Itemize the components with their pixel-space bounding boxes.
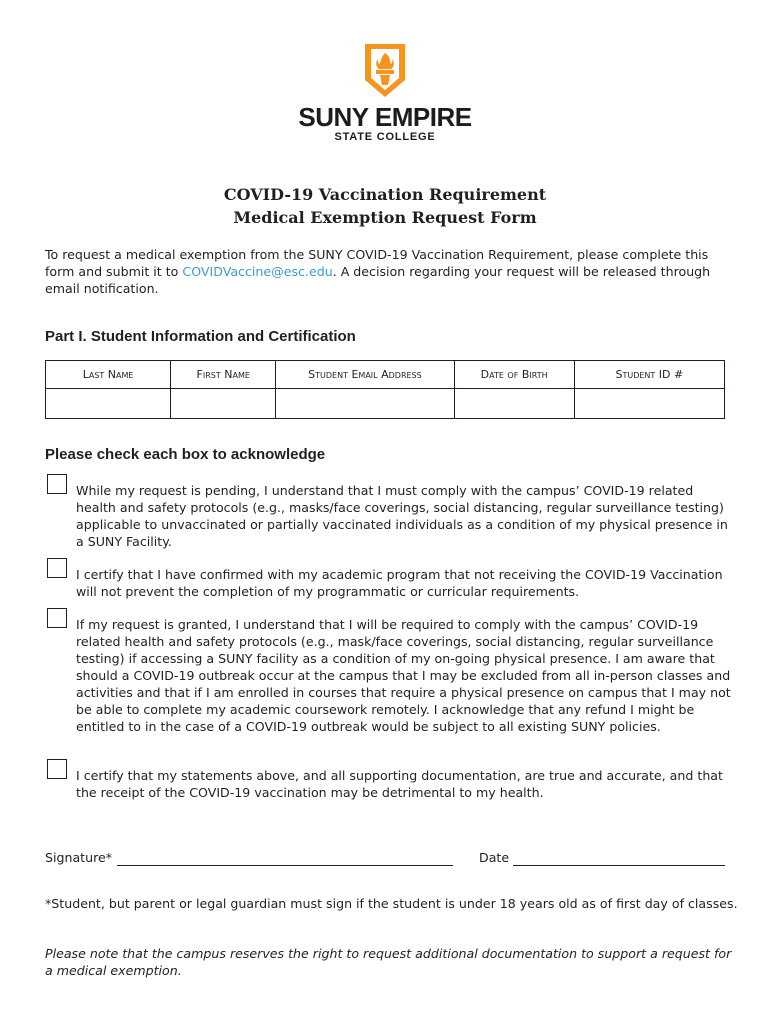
col-last-name: Last Name bbox=[46, 361, 171, 389]
col-first-name: First Name bbox=[171, 361, 276, 389]
email-link[interactable]: COVIDVaccine@esc.edu bbox=[182, 264, 333, 279]
college-logo bbox=[290, 40, 480, 150]
date-label: Date bbox=[479, 850, 510, 865]
signature-field[interactable] bbox=[117, 865, 453, 866]
ack-checkbox-4[interactable] bbox=[47, 759, 67, 779]
date-field[interactable] bbox=[513, 865, 725, 866]
ack-checkbox-3[interactable] bbox=[47, 608, 67, 628]
logo-subname: STATE COLLEGE bbox=[334, 131, 436, 143]
ack-checkbox-1[interactable] bbox=[47, 474, 67, 494]
student-id-field[interactable] bbox=[574, 389, 724, 419]
ack-text-1: While my request is pending, I understand that I must comply with the campus’ COVID-19 related health and safety protocols (e.g., masks/face coverings, social distancing, regular surveillance testing) applicable to unvaccinated or partially vaccinated individuals as a condition of my physical presence in a SUNY Facility. bbox=[76, 483, 728, 549]
guardian-note: *Student, but parent or legal guardian must sign if the student is under 18 years old as of first day of classes. bbox=[45, 896, 738, 911]
table-header-row bbox=[46, 361, 725, 389]
last-name-field[interactable] bbox=[46, 389, 171, 419]
acknowledge-heading: Please check each box to acknowledge bbox=[45, 446, 326, 463]
disclaimer: Please note that the campus reserves the right to request additional documentation to support a request for a medical exemption. bbox=[45, 946, 732, 978]
col-student-id: Student ID # bbox=[574, 361, 724, 389]
part1-heading: Part I. Student Information and Certification bbox=[45, 328, 356, 345]
col-email: Student Email Address bbox=[276, 361, 454, 389]
first-name-field[interactable] bbox=[171, 389, 276, 419]
ack-text-3: If my request is granted, I understand that I will be required to comply with the campus’ COVID-19 related health and safety protocols (e.g., mask/face coverings, social distancing, regular surveillance testing) if accessing a SUNY facility as a condition of my on-going physical presence. I am aware that should a COVID-19 outbreak occur at the campus that I may be excluded from all in-person classes and activities and that if I am enrolled in courses that require a physical presence on campus that I may not be able to complete my academic coursework remotely. I acknowledge that any refund I might be entitled to in the case of a COVID-19 outbreak would be subject to all existing SUNY policies. bbox=[76, 617, 731, 734]
ack-text-2: I certify that I have confirmed with my academic program that not receiving the COVID-19 Vaccination will not prevent the completion of my programmatic or curricular requirements. bbox=[76, 567, 723, 599]
ack-checkbox-2[interactable] bbox=[47, 558, 67, 578]
table-input-row bbox=[46, 389, 725, 419]
student-info-table bbox=[45, 360, 725, 419]
dob-field[interactable] bbox=[454, 389, 574, 419]
intro-text-end: . A decision regarding your request will be released through email notification. bbox=[45, 264, 711, 296]
logo-name: SUNY EMPIRE bbox=[298, 102, 472, 132]
email-field[interactable] bbox=[276, 389, 454, 419]
form-title-line1: COVID-19 Vaccination Requirement bbox=[223, 185, 547, 204]
form-title bbox=[0, 183, 770, 229]
col-dob: Date of Birth bbox=[454, 361, 574, 389]
intro-text-start: To request a medical exemption from the SUNY COVID-19 Vaccination Requirement, please complete this form and submit it to bbox=[45, 247, 709, 279]
signature-label: Signature* bbox=[45, 850, 113, 865]
torch-shield-icon bbox=[362, 40, 408, 100]
form-title-line2: Medical Exemption Request Form bbox=[233, 208, 537, 227]
intro-paragraph bbox=[45, 246, 735, 297]
ack-text-4: I certify that my statements above, and all supporting documentation, are true and accurate, and that the receipt of the COVID-19 vaccination may be detrimental to my health. bbox=[76, 768, 723, 800]
